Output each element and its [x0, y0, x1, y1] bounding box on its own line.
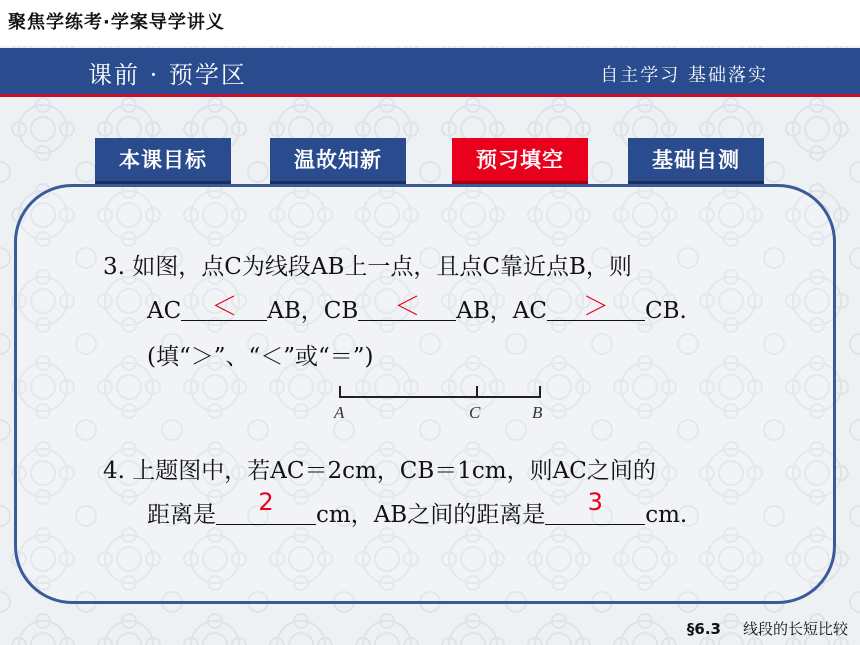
q3-blank-3: [547, 292, 645, 321]
q4-answer-1: 2: [258, 488, 274, 516]
q3-instruction: (填“＞”、“＜”或“＝”): [147, 344, 374, 370]
footer-lesson-title: 线段的长短比较: [742, 620, 848, 638]
footer-section: [687, 618, 848, 639]
q3-line2: [147, 292, 687, 325]
tab-review[interactable]: 温故知新: [270, 138, 406, 184]
q3-answer-3: ＞: [582, 292, 609, 322]
q4-answer-2: 3: [587, 488, 603, 516]
point-label-b: B: [532, 403, 543, 422]
banner-title: 课前 · 预学区: [88, 61, 247, 89]
tab-self-test[interactable]: 基础自测: [628, 138, 764, 184]
q3-line1: 3. 如图，点C为线段AB上一点，且点C靠近点B，则: [103, 254, 632, 280]
tab-preview-fill[interactable]: 预习填空: [452, 138, 588, 184]
banner-subtitle: 自主学习 基础落实: [600, 65, 768, 86]
section-banner: [0, 48, 860, 94]
banner-divider: [0, 94, 860, 97]
q4-blank-1: [216, 488, 316, 525]
q4-line1: 4. 上题图中，若AC＝2cm，CB＝1cm，则AC之间的: [103, 458, 656, 484]
q3-text-ab-ac: AB，AC: [456, 298, 547, 324]
q3-text-cb: CB.: [644, 298, 687, 324]
q3-answer-1: ＜: [211, 292, 238, 322]
q4-text-cm: cm.: [645, 502, 688, 528]
point-label-a: A: [334, 403, 345, 422]
q3-text-ab-cb: AB，CB: [267, 298, 359, 324]
q4-text-ab-distance: cm，AB之间的距离是: [316, 502, 546, 528]
q4-line2: [147, 488, 688, 529]
q3-blank-2: [358, 292, 456, 321]
q3-answer-2: ＜: [394, 292, 421, 322]
tab-lesson-goals[interactable]: 本课目标: [95, 138, 231, 184]
point-label-c: C: [469, 403, 481, 422]
q3-blank-1: [181, 292, 267, 321]
top-header: [0, 0, 860, 46]
footer-section-number: §6.3: [686, 620, 721, 638]
segment-figure: [325, 378, 555, 426]
q4-text-distance: 距离是: [147, 502, 216, 528]
header-title: 聚焦学练考·学案导学讲义: [8, 12, 225, 33]
q3-text-ac: AC: [147, 298, 182, 324]
q4-blank-2: [545, 488, 645, 525]
